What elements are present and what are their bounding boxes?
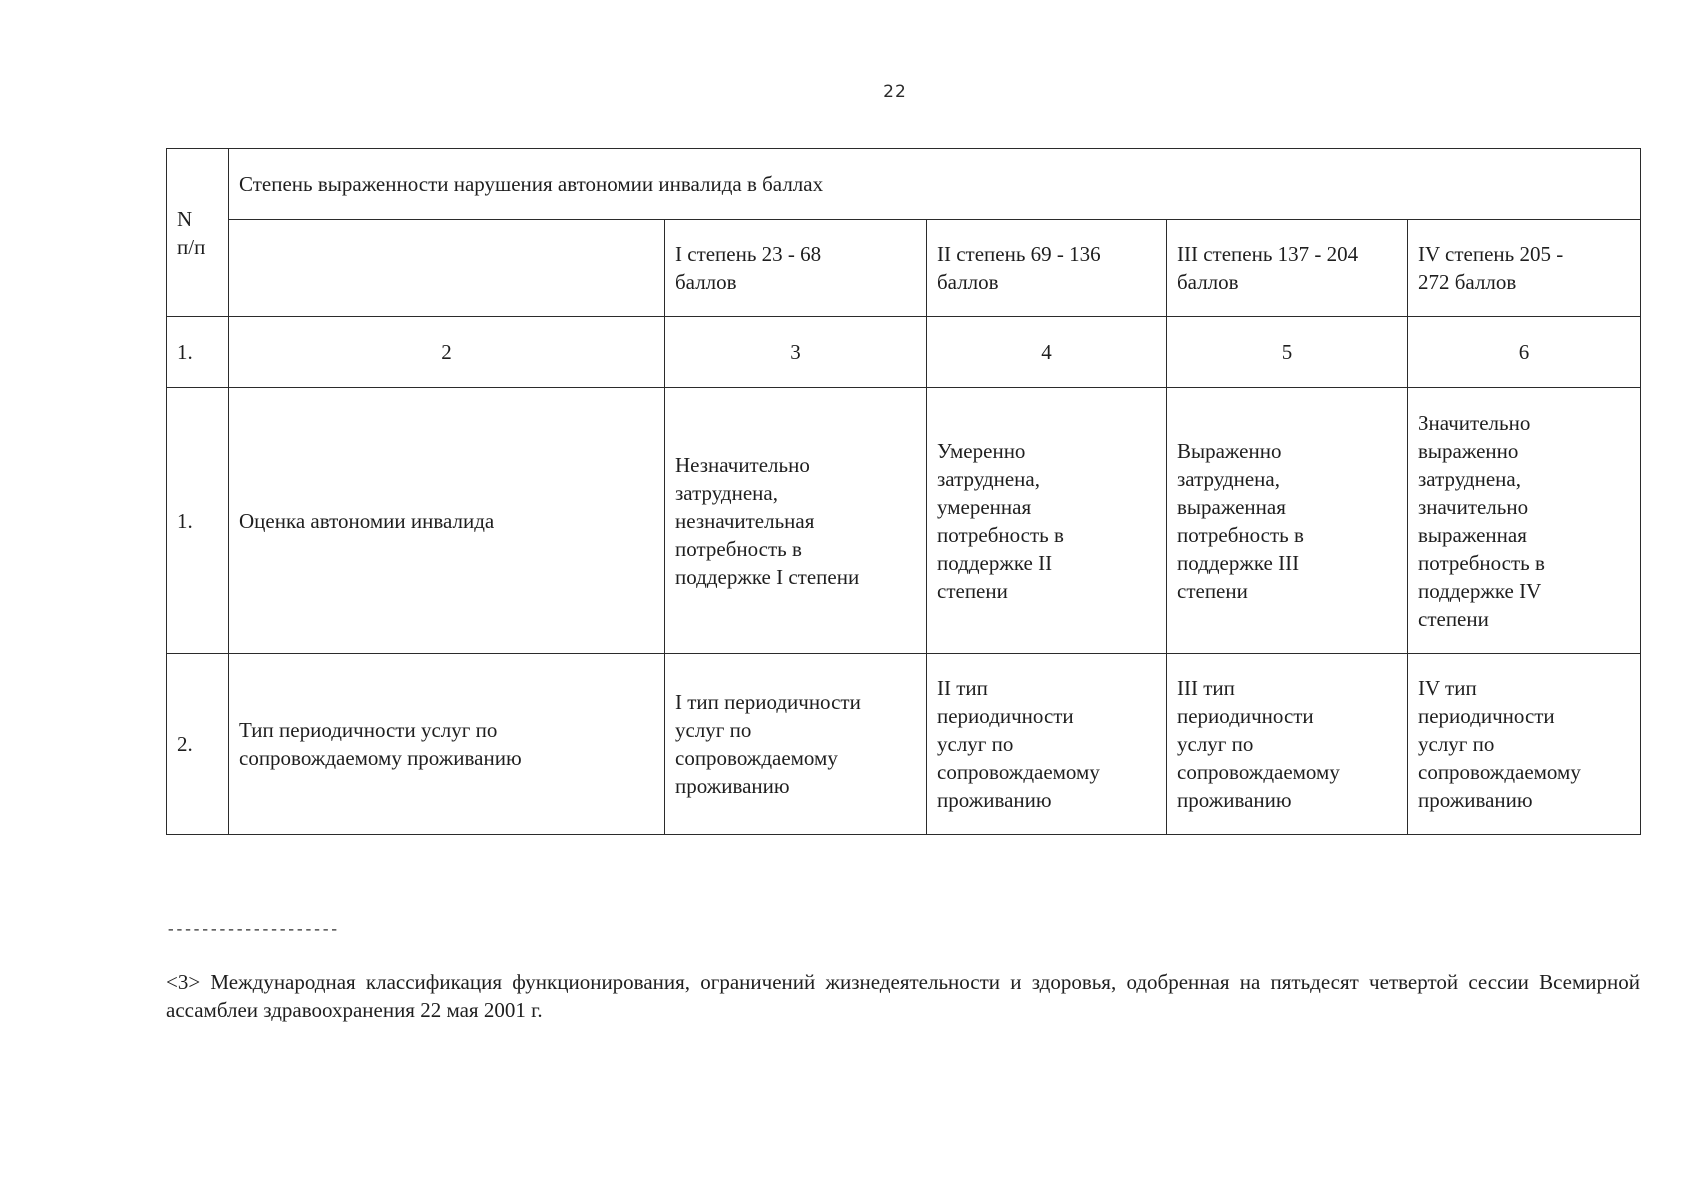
degree-header-4 bbox=[1408, 220, 1641, 317]
cell-line: степени bbox=[937, 578, 1008, 603]
row-2-cell-2 bbox=[927, 654, 1167, 835]
cell-line: сопровождаемому проживанию bbox=[239, 746, 522, 770]
cell-line: услуг по bbox=[1418, 732, 1495, 756]
page-number: 22 bbox=[883, 82, 907, 102]
cell-line: периодичности bbox=[1418, 704, 1555, 728]
cell-line: Незначительно bbox=[675, 452, 810, 477]
row-2-cell-1 bbox=[665, 654, 927, 835]
cell-line: затруднена, bbox=[1177, 466, 1280, 491]
cell-line: Выраженно bbox=[1177, 438, 1282, 463]
np-header-cell bbox=[167, 149, 229, 317]
cell-line: значительно bbox=[1418, 494, 1529, 519]
cell-line: поддержке IV bbox=[1418, 578, 1542, 603]
cell-line: услуг по bbox=[937, 732, 1014, 756]
cell-line: степени bbox=[1177, 578, 1248, 603]
table-header-row bbox=[167, 149, 1641, 220]
cell-line: потребность в bbox=[1418, 550, 1545, 575]
cell-line: поддержке III bbox=[1177, 550, 1300, 575]
cell-line: I тип периодичности bbox=[675, 690, 861, 714]
cell-line: II тип bbox=[937, 676, 988, 700]
degree-2-line1: II степень 69 - 136 bbox=[937, 242, 1101, 266]
cell-line: выраженно bbox=[1418, 438, 1519, 463]
cell-line: затруднена, bbox=[675, 480, 778, 505]
row-2-cell-4 bbox=[1408, 654, 1641, 835]
cell-line: потребность в bbox=[1177, 522, 1304, 547]
cell-line: проживанию bbox=[675, 774, 790, 798]
cell-line: периодичности bbox=[1177, 704, 1314, 728]
cell-line: потребность в bbox=[675, 536, 802, 561]
degree-4-line1: IV степень 205 - bbox=[1418, 242, 1564, 266]
column-number-1: 1. bbox=[167, 317, 229, 388]
degree-header-2 bbox=[927, 220, 1167, 317]
group-header-cell: Степень выраженности нарушения автономии инвалида в баллах bbox=[229, 149, 1641, 220]
degree-3-line1: III степень 137 - 204 bbox=[1177, 242, 1359, 266]
footnote-text: <3> Международная классификация функционирования, ограничений жизнедеятельности и здоровья, одобренная на пятьдесят четвертой сессии Всемирной ассамблеи здравоохранения 22 мая 2001 г. bbox=[166, 970, 1640, 1022]
column-number-3: 3 bbox=[665, 317, 927, 388]
cell-line: выраженная bbox=[1418, 522, 1527, 547]
cell-line: потребность в bbox=[937, 522, 1064, 547]
degree-header-1 bbox=[665, 220, 927, 317]
cell-line: умеренная bbox=[937, 494, 1032, 519]
cell-line: поддержке I степени bbox=[675, 564, 860, 589]
row-number: 2. bbox=[167, 654, 229, 835]
cell-line: сопровождаемому bbox=[1418, 760, 1581, 784]
cell-line: Тип периодичности услуг по bbox=[239, 718, 498, 742]
cell-line: затруднена, bbox=[937, 466, 1040, 491]
cell-line: сопровождаемому bbox=[1177, 760, 1340, 784]
row-number: 1. bbox=[167, 388, 229, 654]
empty-header-cell bbox=[229, 220, 665, 317]
cell-line: поддержке II bbox=[937, 550, 1053, 575]
degree-3-line2: баллов bbox=[1177, 270, 1239, 294]
cell-line: сопровождаемому bbox=[937, 760, 1100, 784]
degree-4-line2: 272 баллов bbox=[1418, 270, 1517, 294]
np-header-line2: п/п bbox=[177, 234, 206, 259]
footnote-separator: -------------------- bbox=[166, 921, 339, 939]
row-2-cell-3 bbox=[1167, 654, 1408, 835]
row-1-cell-4 bbox=[1408, 388, 1641, 654]
table-row bbox=[167, 654, 1641, 835]
degree-header-3 bbox=[1167, 220, 1408, 317]
cell-line: выраженная bbox=[1177, 494, 1286, 519]
column-number-5: 5 bbox=[1167, 317, 1408, 388]
cell-line: периодичности bbox=[937, 704, 1074, 728]
column-number-4: 4 bbox=[927, 317, 1167, 388]
row-1-cell-1 bbox=[665, 388, 927, 654]
degree-1-line1: I степень 23 - 68 bbox=[675, 242, 822, 266]
degree-2-line2: баллов bbox=[937, 270, 999, 294]
np-header-line1: N bbox=[177, 206, 193, 231]
cell-line: услуг по bbox=[675, 718, 752, 742]
cell-line: сопровождаемому bbox=[675, 746, 838, 770]
cell-line: проживанию bbox=[1418, 788, 1533, 812]
column-number-6: 6 bbox=[1408, 317, 1641, 388]
cell-line: III тип bbox=[1177, 676, 1235, 700]
cell-line: Значительно bbox=[1418, 410, 1531, 435]
row-1-cell-2 bbox=[927, 388, 1167, 654]
cell-line: степени bbox=[1418, 606, 1489, 631]
autonomy-table bbox=[166, 148, 1641, 835]
degree-1-line2: баллов bbox=[675, 270, 737, 294]
cell-line: услуг по bbox=[1177, 732, 1254, 756]
cell-line: незначительная bbox=[675, 508, 815, 533]
cell-line: затруднена, bbox=[1418, 466, 1521, 491]
table-row bbox=[167, 388, 1641, 654]
row-1-cell-3 bbox=[1167, 388, 1408, 654]
cell-line: проживанию bbox=[1177, 788, 1292, 812]
cell-line: IV тип bbox=[1418, 676, 1477, 700]
row-label bbox=[229, 654, 665, 835]
column-number-2: 2 bbox=[229, 317, 665, 388]
cell-line: Умеренно bbox=[937, 438, 1026, 463]
degree-header-row bbox=[167, 220, 1641, 317]
column-number-row bbox=[167, 317, 1641, 388]
row-label: Оценка автономии инвалида bbox=[229, 388, 665, 654]
cell-line: проживанию bbox=[937, 788, 1052, 812]
